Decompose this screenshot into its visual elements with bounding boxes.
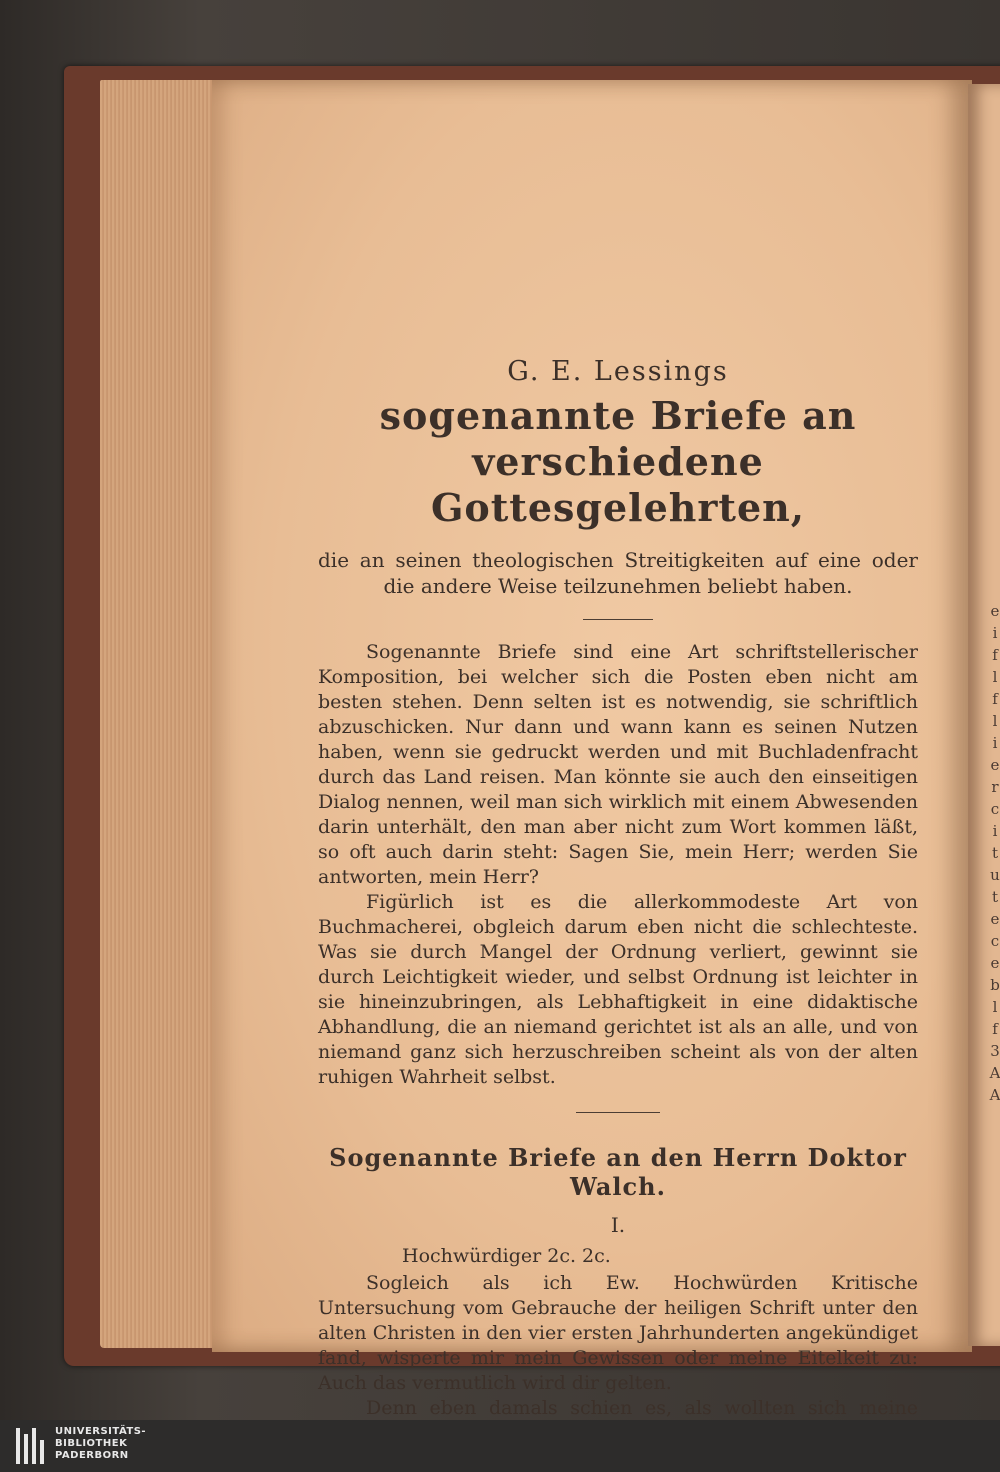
author-line: G. E. Lessings — [507, 356, 729, 387]
facing-page-letter: A — [989, 1064, 1000, 1082]
letter-number: I. — [610, 1213, 626, 1237]
paragraph-4: Denn eben damals schien es, als wollten sich meine — [366, 1397, 918, 1419]
facing-page-letter: e — [990, 602, 1000, 620]
facing-page-letter: 3 — [990, 1042, 1000, 1060]
paragraph-2: Figürlich ist es die allerkommodeste Art von Buchmacherei, obgleich darum eben nicht die schlechteste. Was sie durch Mangel der Ordnung verliert, gewinnt sie durch Leichtigkeit wieder, und selbst Ordnung ist leichter in sie hineinzubringen, als Lebhaftigkeit in eine didaktische Abhandlung, die an niemand gerichtet ist als an alle, und von niemand ganz sich herzuschreiben scheint als von der alten ruhigen Wahrheit selbst. — [318, 891, 918, 1088]
facing-page-letter: b — [990, 976, 1000, 994]
divider — [576, 1112, 660, 1113]
section-title: Sogenannte Briefe an den Herrn Doktor Walch. — [329, 1143, 907, 1201]
facing-page-letter: r — [991, 778, 999, 796]
facing-page-letter: c — [990, 932, 1000, 950]
facing-page-letter: e — [990, 954, 1000, 972]
facing-page-letter: l — [992, 712, 998, 730]
page-edges — [100, 80, 220, 1348]
footer-bar — [0, 1420, 1000, 1472]
paragraph-3: Sogleich als ich Ew. Hochwürden Kritische Untersuchung vom Gebrauche der heiligen Schrift unter den alten Christen in den vier ersten Jahrhunderten angekündiget fand, wisperte mir mein Gewissen oder meine Eitelkeit zu: Auch das vermutlich wird dir gelten. — [318, 1272, 918, 1394]
facing-page-letter: f — [992, 646, 998, 664]
salutation: Hochwürdiger 2c. 2c. — [402, 1245, 611, 1267]
divider — [583, 619, 653, 620]
facing-page-letter: t — [991, 844, 999, 862]
facing-page-letter: e — [990, 910, 1000, 928]
facing-page-letter: t — [991, 888, 999, 906]
logo-line-2: BIBLIOTHEK — [55, 1438, 128, 1449]
facing-page-letter: l — [992, 668, 998, 686]
library-logo-icon — [14, 1426, 48, 1466]
page-text — [318, 356, 918, 1446]
facing-page-letter: l — [992, 998, 998, 1016]
main-title-line2: Gottesgelehrten, — [430, 485, 806, 530]
library-logo-text — [55, 1426, 146, 1462]
subtitle: die an seinen theologischen Streitigkeiten auf eine oder die andere Weise teilzunehmen beliebt haben. — [318, 548, 918, 598]
facing-page-letter: e — [990, 756, 1000, 774]
facing-page-letter: f — [992, 690, 998, 708]
facing-page-letter: A — [989, 1086, 1000, 1104]
facing-page-letter: i — [992, 734, 998, 752]
logo-line-3: PADERBORN — [55, 1450, 129, 1461]
logo-line-1: UNIVERSITÄTS- — [55, 1426, 147, 1437]
facing-page-letter: c — [990, 800, 1000, 818]
facing-page-letter: f — [992, 1020, 998, 1038]
facing-page-letter: i — [992, 822, 998, 840]
main-title-line1: sogenannte Briefe an verschiedene — [379, 393, 857, 484]
facing-page-letter: i — [992, 624, 998, 642]
facing-page-letter: u — [990, 866, 1000, 884]
facing-page-letters — [988, 600, 1000, 1106]
paragraph-1: Sogenannte Briefe sind eine Art schriftstellerischer Komposition, bei welcher sich die Posten eben nicht am besten stehen. Denn selten ist es notwendig, sie schriftlich abzuschicken. Nur dann und wann kann es seinen Nutzen haben, wenn sie gedruckt werden und mit Buchladenfracht durch das Land reisen. Man könnte sie auch den einseitigen Dialog nennen, weil man sich wirklich mit einem Abwesenden darin unterhält, den man aber nicht zum Wort kommen läßt, so oft auch darin steht: Sagen Sie, mein Herr; werden Sie antworten, mein Herr? — [318, 641, 918, 888]
